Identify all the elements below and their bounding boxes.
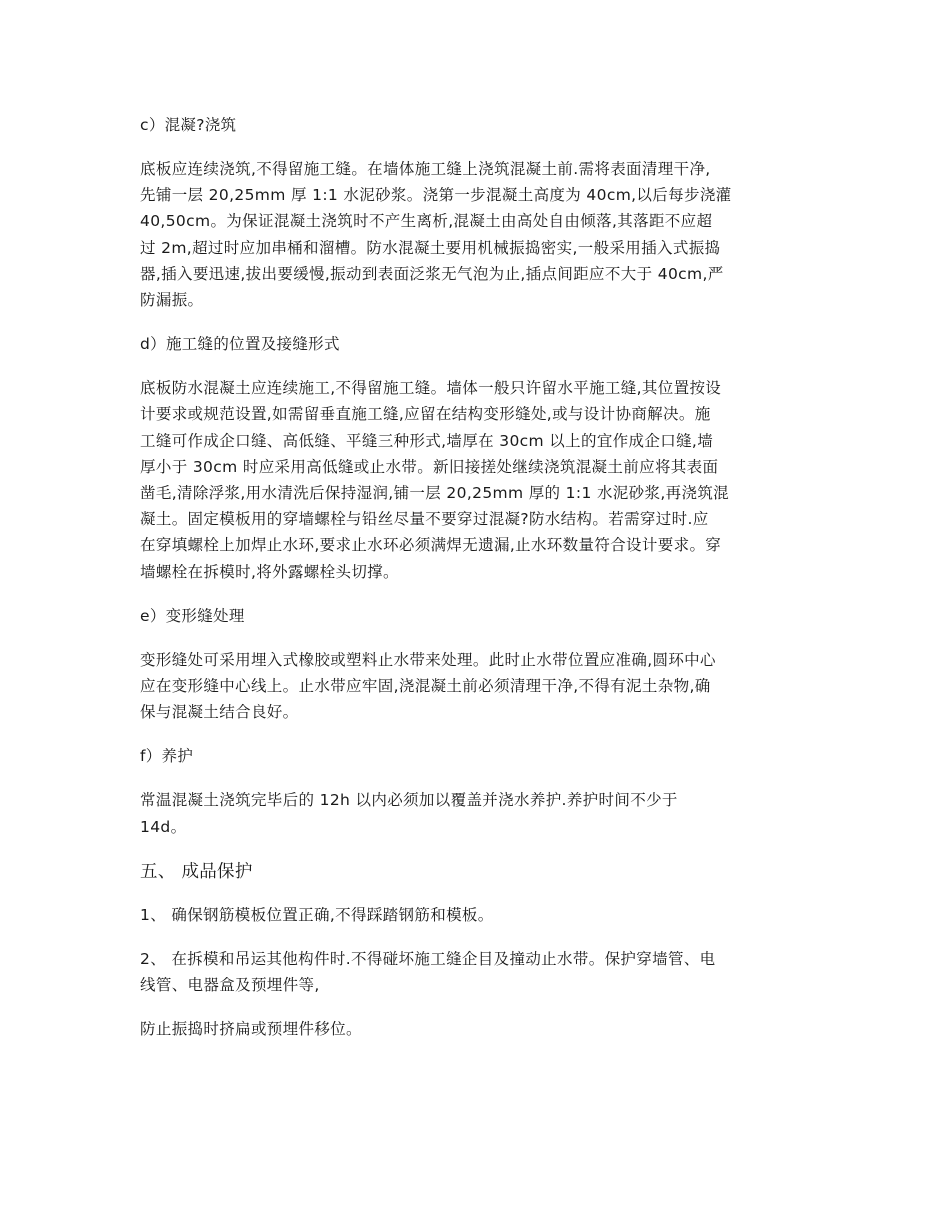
subheading-pouring: c）混凝?浇筑 [140, 116, 237, 134]
list-item-1: 1、 确保钢筋模板位置正确,不得踩踏钢筋和模板。 [140, 905, 494, 924]
paragraph-continuation: 防止振捣时挤扁或预埋件移位。 [140, 1020, 362, 1039]
paragraph-pouring: 底板应连续浇筑,不得留施工缝。在墙体施工缝上浇筑混凝土前.需将表面清理干净, 先铺一层 20,25mm 厚 1:1 水泥砂浆。浇第一步混凝土高度为 40cm,以后每步浇灌 40,50cm。为保证混凝土浇筑时不产生离析,混凝土由高处自由倾落,其落距不应超 过 2m,超过时应加串桶和溜槽。防水混凝土要用机械振捣密实,一般采用插入式振捣 器,插入要迅速,拔出要缓慢,振动到表面泛浆无气泡为止,插点间距应不大于 40cm,严 防漏振。 [140, 160, 732, 310]
section-heading-product-protection: 五、 成品保护 [140, 861, 253, 882]
document-page [140, 112, 820, 1061]
paragraph-curing: 常温混凝土浇筑完毕后的 12h 以内必须加以覆盖并浇水养护.养护时间不少于 14d。 [140, 791, 678, 836]
subheading-construction-joint: d）施工缝的位置及接缝形式 [140, 335, 340, 354]
paragraph-deformation-joint: 变形缝处可采用埋入式橡胶或塑料止水带来处理。此时止水带位置应准确,圆环中心 应在变形缝中心线上。止水带应牢固,浇混凝土前必须清理干净,不得有泥土杂物,确 保与混凝土结合良好。 [140, 650, 716, 722]
paragraph-construction-joint: 底板防水混凝土应连续施工,不得留施工缝。墙体一般只许留水平施工缝,其位置按设 计要求或规范设置,如需留垂直施工缝,应留在结构变形缝处,或与设计协商解决。施 工缝可作成企口缝、高低缝、平缝三种形式,墙厚在 30cm 以上的宜作成企口缝,墙 厚小于 30cm 时应采用高低缝或止水带。新旧接搓处继续浇筑混凝土前应将其表面 凿毛,清除浮浆,用水清洗后保持湿润,铺一层 20,25mm 厚的 1:1 水泥砂浆,再浇筑混 凝土。固定模板用的穿墙螺栓与铅丝尽量不要穿过混凝?防水结构。若需穿过时.应 在穿填螺栓上加焊止水环,要求止水环必须满焊无遗漏,止水环数量符合设计要求。穿 墙螺栓在拆模时,将外露螺栓头切撑。 [140, 379, 730, 581]
subheading-curing: f）养护 [140, 747, 194, 766]
list-item-2: 2、 在拆模和吊运其他构件时.不得碰坏施工缝企目及撞动止水带。保护穿墙管、电 线管、电器盒及预埋件等, [140, 950, 716, 995]
subheading-deformation-joint: e）变形缝处理 [140, 606, 245, 625]
